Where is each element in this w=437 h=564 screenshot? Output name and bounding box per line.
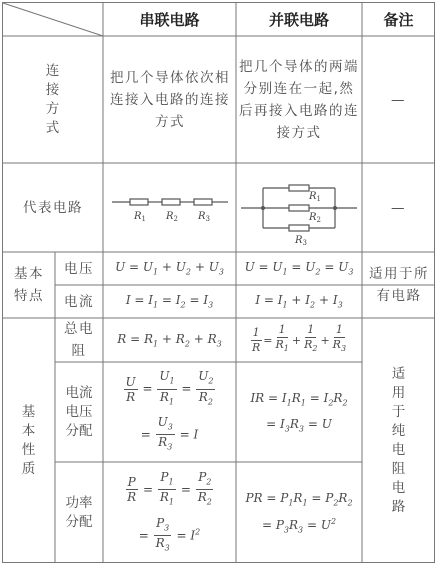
- power-dist-label: 功率分配: [65, 494, 93, 530]
- series-power-dist-formula: $\frac{P}{R}$ = $\frac{P_1}{R_1}$ = $\frac{P_2}{R_2}$ = $\frac{P_3}{R_3}$ = $I^2$: [127, 469, 212, 553]
- parallel-r1-label: $R_1$: [309, 190, 321, 203]
- resistance-label: 总电阻: [64, 321, 94, 359]
- series-r3-label: $R_3$: [197, 210, 210, 223]
- header-remarks: 备注: [383, 10, 414, 29]
- series-voltage-formula: $U = U_1 + U_2 + U_3$: [115, 260, 224, 277]
- series-circuit-diagram: [110, 188, 230, 228]
- series-current-formula: $I = I_1 = I_2 = I_3$: [125, 293, 214, 310]
- connection-remark: —: [391, 91, 406, 108]
- parallel-resistance-formula: 1 R = 1 $R_1$ + 1 $R_2$ + 1 $R_3$: [251, 323, 347, 354]
- circuit-remark: —: [391, 199, 406, 216]
- parallel-circuit-diagram: [239, 168, 359, 248]
- header-series: 串联电路: [139, 10, 200, 29]
- current-label: 电流: [64, 293, 94, 310]
- header-parallel: 并联电路: [268, 10, 329, 29]
- parallel-voltage-dist-formula: IR = $I_1R_1 = I_2R_2$ = $I_3R_3 = U$: [250, 390, 348, 434]
- circuit-label: 代表电路: [23, 199, 83, 216]
- connection-series: 把几个导体依次相连接入电路的连接方式: [110, 69, 230, 130]
- parallel-power-dist-formula: PR = $P_1R_1 = P_2R_2$ = $P_3R_3 = U^2$: [245, 490, 353, 535]
- nature-remark: 适用于纯电阻电路: [391, 365, 406, 515]
- corner-diagonal: [3, 3, 103, 36]
- basic-label: 基本特点: [14, 266, 44, 304]
- series-r1-label: $R_1$: [133, 210, 146, 223]
- parallel-r3-label: $R_3$: [295, 234, 307, 247]
- connection-parallel: 把几个导体的两端分别连在一起,然后再接入电路的连接方式: [239, 58, 359, 141]
- basic-remark: 适用于所有电路: [369, 266, 429, 304]
- parallel-current-formula: $I = I_1 + I_2 + I_3$: [255, 293, 343, 310]
- series-voltage-dist-formula: $\frac{U}{R}$ = $\frac{U_1}{R_1}$ = $\frac{U_2}{R_2}$ = $\frac{U_3}{R_3}$ = I: [125, 369, 214, 452]
- connection-label: 连接方式: [45, 62, 60, 136]
- parallel-voltage-formula: $U = U_1 = U_2 = U_3$: [244, 260, 354, 277]
- voltage-label: 电压: [64, 260, 94, 277]
- parallel-r2-label: $R_2$: [309, 211, 321, 224]
- voltage-dist-label: 电流电压分配: [65, 384, 93, 439]
- nature-label: 基本性质: [21, 403, 36, 477]
- series-r2-label: $R_2$: [165, 210, 178, 223]
- series-resistance-formula: $R = R_1 + R_2 + R_3$: [117, 331, 222, 349]
